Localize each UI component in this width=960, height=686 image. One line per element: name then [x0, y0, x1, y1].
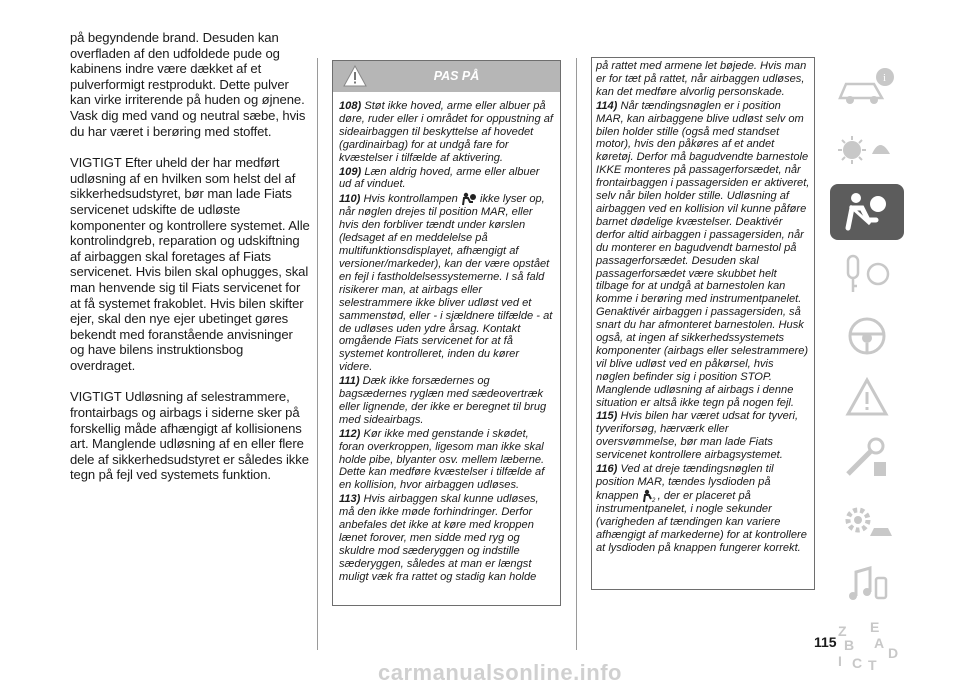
item-text: Læn aldrig hoved, arme eller albuer ud af vinduet. [339, 165, 540, 191]
index-letter: D [888, 645, 899, 661]
dashboard-lights-icon [830, 122, 904, 178]
item-number: 111) [339, 375, 360, 388]
index-letters-icon [830, 618, 904, 674]
item-text: Ved at dreje tændingsnøglen til position MAR, tændes lysdioden på knappen [596, 463, 774, 502]
body-text-column [70, 30, 310, 499]
steering-wheel-icon [830, 308, 904, 364]
warning-item [339, 493, 554, 583]
tab-steering-wheel[interactable] [830, 308, 904, 364]
seat-airbag-icon [830, 184, 904, 240]
svg-text:i: i [883, 72, 887, 84]
paragraph: VIGTIGT Udløsning af selestrammere, frontairbags og airbags i siderne sker på forskellig måde afhængigt af kollisionens art. Manglende udløsning af en eller flere dele af sikkerhedsudstyret er således ikke tegn på fejl ved systemets funktion. [70, 389, 309, 483]
tab-music-phone[interactable] [830, 556, 904, 612]
gear-car-icon [830, 494, 904, 550]
item-text: Kør ikke med genstande i skødet, foran overkroppen, ligesom man ikke skal holde pibe, blyanter osv. mellem læberne. Dette kan medføre kvæstelser i tilfælde af en kollision, hvor airbaggen udløses. [339, 427, 545, 492]
item-number: 112) [339, 427, 361, 440]
warning-item [339, 428, 554, 493]
tab-car-info[interactable] [830, 60, 904, 116]
airbag-warning-light-icon [461, 192, 477, 206]
tab-index[interactable] [830, 618, 904, 674]
tab-gear-car[interactable] [830, 494, 904, 550]
passenger-airbag-button-icon [642, 489, 658, 503]
item-number: 116) [596, 463, 618, 476]
item-number: 113) [339, 493, 361, 506]
item-text: Når tændingsnøglen er i position MAR, kan airbaggene blive udløst selv om bilen holder stille (også med standset motor), hvis den påkøres af et andet køretøj. Derfor må bagudvendte barnestole IKKE monteres på passagerforsædet, når frontairbaggen i passagersiden er aktiveret, selv når bilen holder stille. Udløsning af airbaggen ved en kollision vil kunne påføre barnet dødelige kvæstelser. Deaktivér derfor altid airbaggen i passagersiden, når du monterer en bagudvendt barnestol på passagerforsædet. Desuden skal passagerforsædet være skubbet helt tilbage for at undgå at barnestolen kan komme i berøring med instrumentpanelet. Genaktivér airbaggen i passagersiden, så snart du har afmonteret barnestolen. Husk også, at ingen af sikkerhedssystemets komponenter (airbags eller selestrammere) vil blive udløst ved en påkørsel, hvis nøglen befinder sig i position STOP. Manglende udløsning af airbags i denne situation er altså ikke tegn på nogen fejl. [596, 99, 810, 409]
column-divider [576, 58, 577, 650]
tab-tools-wrench[interactable] [830, 432, 904, 488]
tab-warning-triangle[interactable] [830, 370, 904, 426]
warning-intro: på rattet med armene let bøjede. Hvis man er for tæt på rattet, når airbaggen udløses, kan det medføre alvorlig personskade. [596, 60, 807, 98]
watermark: carmanualsonline.info [378, 660, 622, 685]
svg-text:2: 2 [651, 497, 656, 503]
item-number: 108) [339, 100, 362, 112]
warning-item [596, 463, 810, 554]
index-letter: B [844, 637, 855, 653]
warning-box [332, 60, 561, 606]
item-number: 115) [596, 410, 618, 423]
warning-body [333, 92, 560, 584]
item-text: Støt ikke hoved, arme eller albuer på døre, ruder eller i området for oppustning af sideairbaggen til beskyttelse af hovedet (gardinairbag) for at undgå fare for kvæstelser i tilfælde af aktivering. [339, 100, 553, 164]
item-number: 114) [596, 99, 618, 112]
warning-box-continued [591, 57, 815, 590]
item-text: Hvis kontrollampen [363, 193, 458, 206]
tab-dashboard-lights[interactable] [830, 122, 904, 178]
index-letter: C [852, 655, 863, 671]
warning-item [339, 166, 554, 192]
music-phone-icon [830, 556, 904, 612]
item-text: Dæk ikke forsædernes og bagsædernes ryglæn med sædeovertræk eller lignende, der ikke er beregnet til brug med sideairbags. [339, 375, 547, 426]
item-text: Hvis airbaggen skal kunne udløses, må den ikke møde forhindringer. Derfor anbefales det ikke at køre med kroppen lænet forover, men sidde med ryg og skuldre mod sæderyggen og indstille sæderyggen, således at man er længst muligt væk fra rattet og stadig kan holde [339, 493, 539, 583]
index-letter: A [874, 635, 885, 651]
index-letter: I [838, 653, 842, 669]
item-text: , der er placeret på instrumentpanelet, i nogle sekunder (varigheden af tændingen kan variere afhængigt af markederne) for at kontrollere at lysdioden på knappen fungerer korrekt. [596, 489, 807, 554]
warning-item [596, 100, 810, 410]
item-number: 109) [339, 165, 362, 178]
warning-item [339, 192, 554, 374]
tab-key-ignition[interactable] [830, 246, 904, 302]
warning-header [333, 61, 560, 92]
car-info-icon [830, 60, 904, 116]
item-text: Hvis bilen har været udsat for tyveri, tyveriforsøg, hærværk eller oversvømmelse, bør man lade Fiats servicenet kontrollere airbagsystemet. [596, 410, 799, 462]
item-text: ikke lyser op, når nøglen drejes til position MAR, eller hvis den forbliver tændt under kørslen (ledsaget af en meddelelse på multifunktionsdisplayet, afhængigt af versioner/markeder), kan der være opstået en fejl i fastholdelsessystemerne. I så fald risikerer man, at airbags eller selestrammere ikke bliver udløst ved et sammenstød, eller - i sjældnere tilfælde - at de udløses uden ydre årsag. Kontakt omgående Fiats servicenet for at få systemet kontrolleret, inden du kører videre. [339, 193, 553, 374]
index-letter: T [868, 657, 877, 673]
tab-seat-airbag[interactable] [830, 184, 904, 240]
warning-item [339, 100, 554, 165]
page-number: 115 [814, 634, 837, 650]
warning-title: PAS PÅ [433, 69, 480, 83]
index-letter: Z [838, 623, 847, 639]
warning-item [339, 375, 554, 427]
paragraph: på begyndende brand. Desuden kan overfladen af den udfoldede pude og kabinens indre være dækket af et pulverformigt restprodukt. Dette pulver kan virke irriterende på huden og øjnene. Vask dig med vand og neutral sæbe, hvis du har været i berøring med stoffet. [70, 30, 306, 139]
warning-triangle-icon [830, 370, 904, 426]
index-letter: E [870, 619, 880, 635]
item-number: 110) [339, 193, 361, 206]
tools-wrench-icon [830, 432, 904, 488]
key-ignition-icon [830, 246, 904, 302]
paragraph: VIGTIGT Efter uheld der har medført udløsning af en hvilken som helst del af sikkerhedsudstyret, bør man lade Fiats servicenet udskifte de udløste komponenter og kontrollere systemet. Alle kontrolindgreb, reparation og udskiftning af airbaggen skal foretages af Fiats servicenet. Hvis bilen skal ophugges, skal man henvende sig til Fiats servicenet for at få systemet frakoblet. Hvis bilen skifter ejer, skal den nye ejer ubetinget gøres bekendt med foranstående anvisninger og have bilens instruktionsbog overdraget. [70, 155, 310, 373]
warning-item [596, 410, 810, 462]
column-divider [317, 58, 318, 650]
